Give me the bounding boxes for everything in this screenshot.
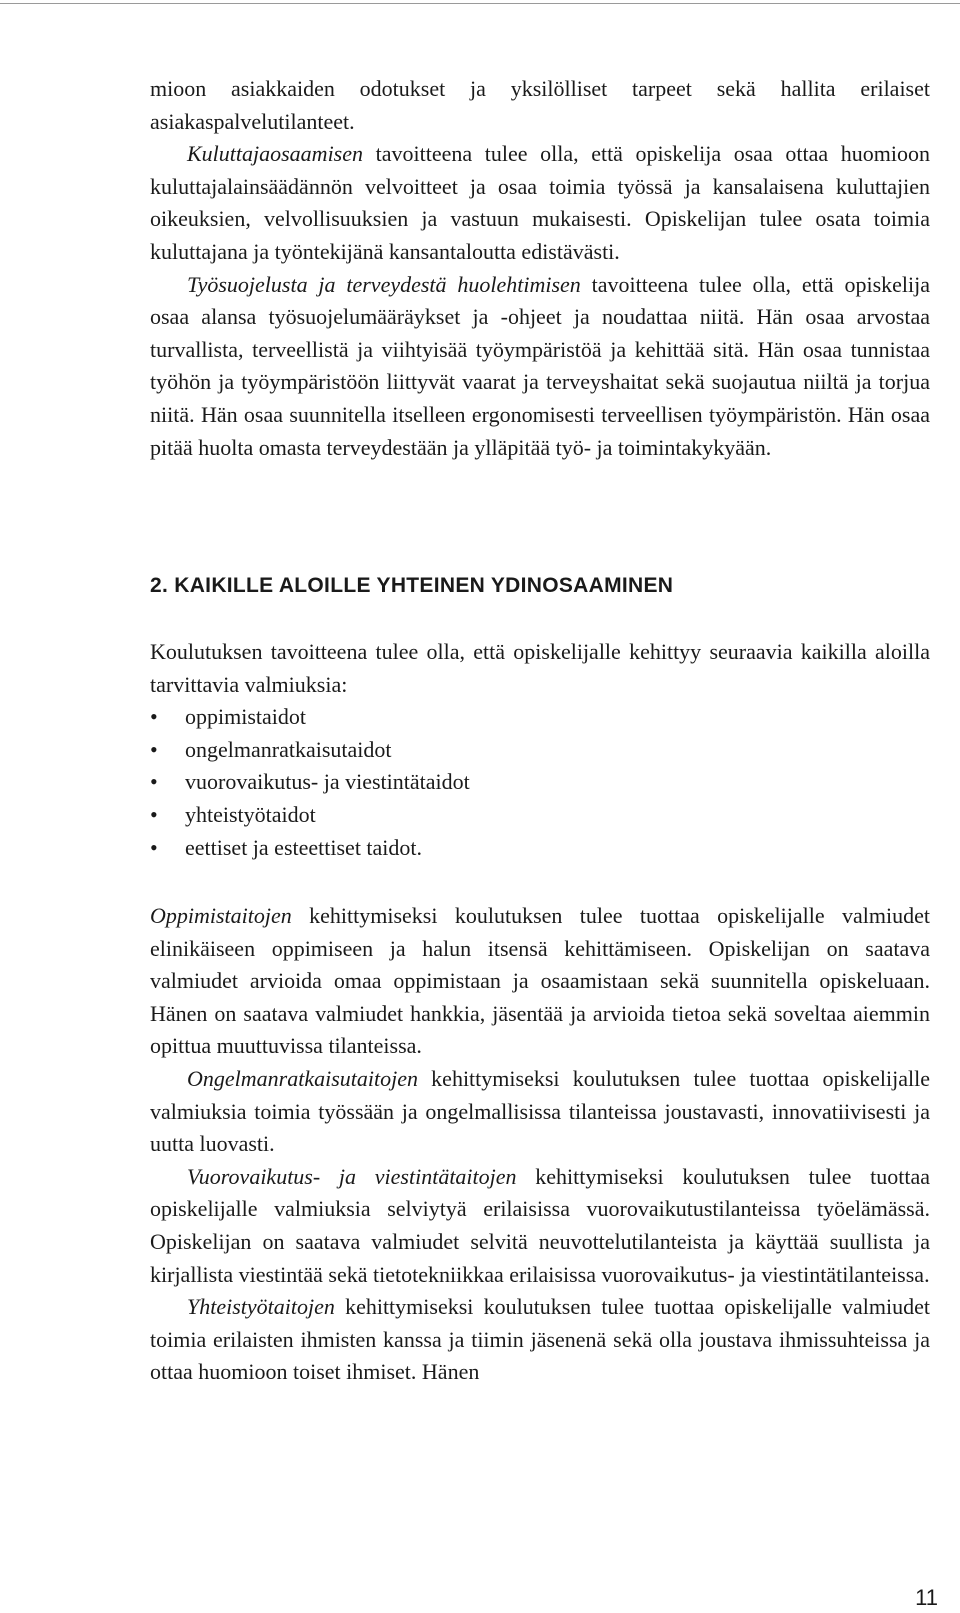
paragraph-problem-solving xyxy=(150,1063,930,1161)
emphasis-term: Kuluttajaosaamisen xyxy=(187,141,364,167)
page-number: 11 xyxy=(915,1585,938,1610)
paragraph-intro: Koulutuksen tavoitteena tulee olla, että opiskelijalle kehittyy seuraavia kaikilla aloilla tarvittavia valmiuksia: xyxy=(150,639,930,697)
emphasis-term: Vuorovaikutus- ja viestintätaitojen xyxy=(187,1163,517,1189)
list-item xyxy=(150,734,930,767)
paragraph-occupational-safety xyxy=(150,269,930,465)
emphasis-term: Ongelmanratkaisutaitojen xyxy=(187,1065,418,1091)
section-skill-descriptions xyxy=(150,900,930,1389)
skills-list xyxy=(150,701,930,864)
paragraph-text: kehittymiseksi koulutuksen tulee tuottaa opiskelijalle valmiuksia toimia työssään ja ongelmallisissa tilanteissa joustavasti, innovatiivisesti ja uutta luovasti. xyxy=(150,1065,930,1157)
list-item-text: yhteistyötaidot xyxy=(185,801,316,827)
emphasis-term: Oppimistaitojen xyxy=(150,903,292,928)
paragraph-communication xyxy=(150,1161,930,1291)
section-core-skills xyxy=(150,636,930,864)
top-rule xyxy=(0,3,960,4)
paragraph-consumer-skills xyxy=(150,138,930,268)
paragraph-learning-skills xyxy=(150,900,930,1063)
section-heading: 2. KAIKILLE ALOILLE YHTEINEN YDINOSAAMINEN xyxy=(150,574,674,597)
emphasis-term: Työsuojelusta ja terveydestä huolehtimisen xyxy=(187,271,581,297)
section-heading-wrap xyxy=(150,574,930,598)
list-item xyxy=(150,701,930,734)
list-item-text: vuorovaikutus- ja viestintätaidot xyxy=(185,769,470,795)
list-item xyxy=(150,799,930,832)
bullet-icon: • xyxy=(150,834,158,860)
list-item-text: ongelmanratkaisutaidot xyxy=(185,736,392,762)
list-item-text: eettiset ja esteettiset taidot. xyxy=(185,834,423,860)
paragraph-cooperation xyxy=(150,1291,930,1389)
list-item xyxy=(150,832,930,865)
paragraph-text: kehittymiseksi koulutuksen tulee tuottaa opiskelijalle valmiuksia selviytyä erilaisissa vuorovaikutustilanteissa työelämässä. Opiskelijan on saatava valmiudet selvitä neuvottelutilanteista ja käyttää suullista ja kirjallista viestintää sekä tietotekniikkaa erilaisissa vuorovaikutus- ja viestintätilanteissa. xyxy=(150,1163,931,1287)
bullet-icon: • xyxy=(150,801,158,827)
paragraph-customer-service: mioon asiakkaiden odotukset ja yksilölliset tarpeet sekä hallita erilaiset asiakaspalvelutilanteet. xyxy=(150,76,930,134)
paragraph-text: kehittymiseksi koulutuksen tulee tuottaa opiskelijalle valmiudet elinikäiseen oppimiseen ja halun itsensä kehittämiseen. Opiskelijan on saatava valmiudet arvioida omaa oppimistaan ja osaamistaan sekä suunnitella opiskeluaan. Hänen on saatava valmiudet hankkia, jäsentää ja arvioida tietoa sekä soveltaa aiemmin opittua muuttuvissa tilanteissa. xyxy=(150,903,930,1059)
section-consumer-safety xyxy=(150,73,930,464)
list-item-text: oppimistaidot xyxy=(185,704,306,730)
bullet-icon: • xyxy=(150,736,158,762)
list-item xyxy=(150,766,930,799)
emphasis-term: Yhteistyötaitojen xyxy=(187,1294,335,1320)
paragraph-text: tavoitteena tulee olla, että opiskelija osaa ottaa huomioon kuluttajalainsäädännön velvoitteet ja osaa toimia työssä ja kansalaisena kuluttajien oikeuksien, velvollisuuksien ja vastuun mukaisesti. Opiskelijan tulee osata toimia kuluttajana ja työntekijänä kansantaloutta edistävästi. xyxy=(150,141,930,264)
bullet-icon: • xyxy=(150,704,158,730)
bullet-icon: • xyxy=(150,769,158,795)
paragraph-text: tavoitteena tulee olla, että opiskelija osaa alansa työsuojelumääräykset ja -ohjeet ja noudattaa niitä. Hän osaa arvostaa turvallista, terveellistä ja viihtyisää työympäristöä ja kehittää sitä. Hän osaa tunnistaa työhön ja työympäristöön liittyvät vaarat ja terveyshaitat sekä suojautua niiltä ja torjua niitä. Hän osaa suunnitella itselleen ergonomisesti terveellisen työympäristön. Hän osaa pitää huolta omasta terveydestään ja ylläpitää työ- ja toimintakykyään. xyxy=(150,271,930,460)
paragraph-text: kehittymiseksi koulutuksen tulee tuottaa opiskelijalle valmiudet toimia erilaisten ihmisten kanssa ja tiimin jäsenenä sekä olla joustava ihmissuhteissa ja ottaa huomioon toiset ihmiset. Hänen xyxy=(150,1294,930,1385)
